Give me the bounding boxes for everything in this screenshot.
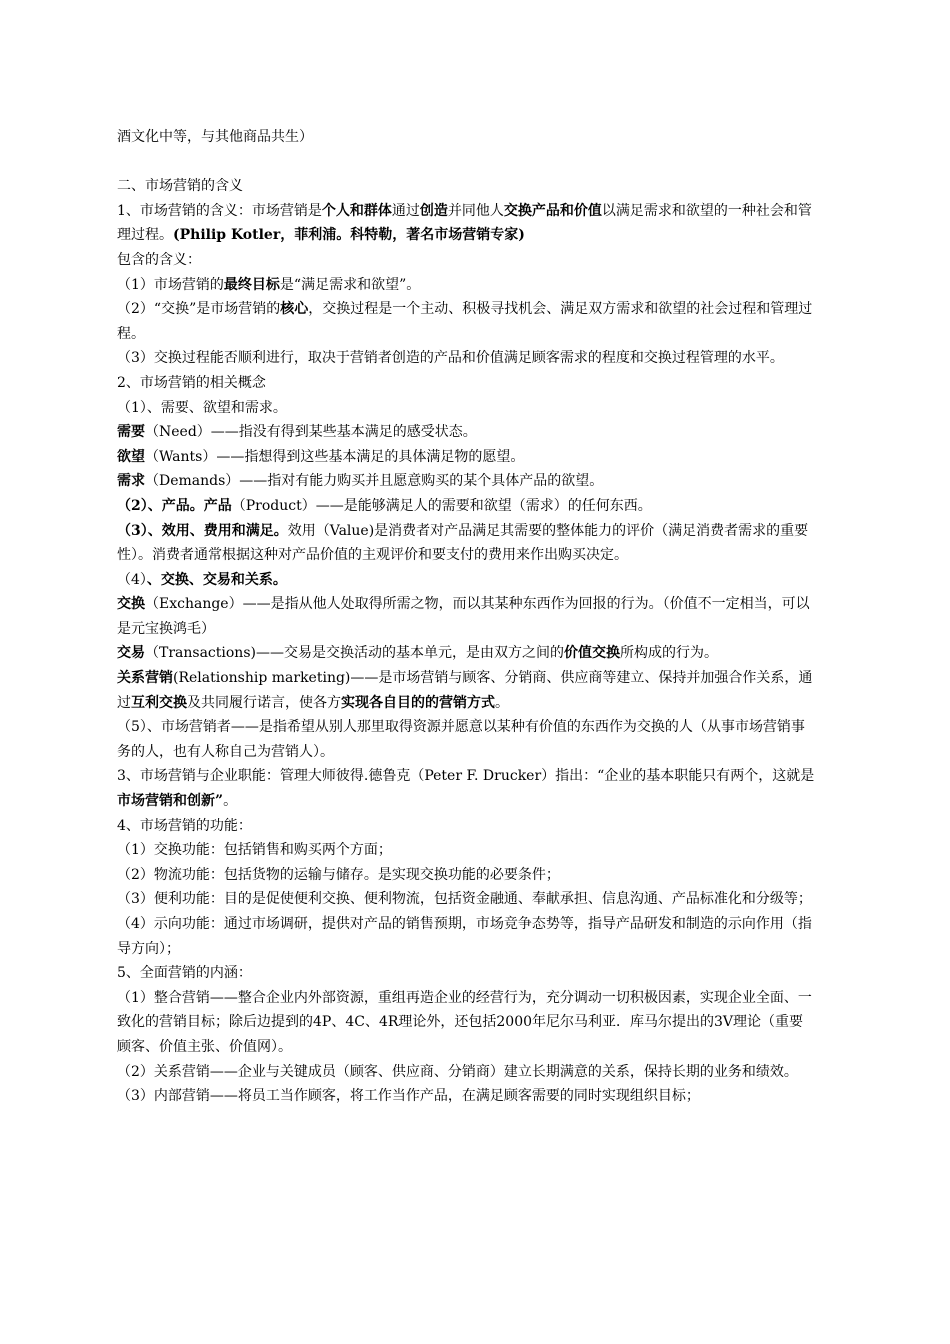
bold-text: 创造 bbox=[419, 202, 448, 219]
text: 4、市场营销的功能： bbox=[117, 817, 252, 834]
paragraph bbox=[117, 986, 817, 1060]
paragraph bbox=[117, 469, 817, 494]
bold-text: 需求 bbox=[117, 473, 145, 490]
bold-text: 、交换、交易和关系。 bbox=[146, 571, 287, 588]
paragraph bbox=[117, 838, 817, 863]
paragraph bbox=[117, 396, 817, 421]
text: （Need）——指没有得到某些基本满足的感受状态。 bbox=[145, 424, 477, 441]
text: （3）交换过程能否顺利进行，取决于营销者创造的产品和价值满足顾客需求的程度和交换过程管理的水平。 bbox=[117, 350, 784, 367]
paragraph bbox=[117, 666, 817, 715]
text: （2）物流功能：包括货物的运输与储存。是实现交换功能的必要条件； bbox=[117, 866, 560, 883]
text: 包含的含义： bbox=[117, 251, 201, 268]
bold-text: 个人和群体 bbox=[321, 202, 392, 219]
bold-text: 实现各自目的的营销方式 bbox=[341, 694, 495, 711]
text: 3、市场营销与企业职能：管理大师彼得.德鲁克（Peter F. Drucker）指出：“企业的基本职能只有两个，这就是 bbox=[117, 768, 815, 785]
text: 。 bbox=[495, 694, 509, 711]
paragraph bbox=[117, 445, 817, 470]
paragraph bbox=[117, 568, 817, 593]
paragraph bbox=[117, 125, 817, 150]
bold-text: 最终目标 bbox=[223, 276, 280, 293]
text: (Relationship marketing)——是市场营销与顾客、分销商、供应商等建立、保持并加强合作关系，通过 bbox=[117, 670, 813, 711]
bold-text: 市场营销和创新” bbox=[117, 793, 224, 810]
paragraph bbox=[117, 248, 817, 273]
paragraph bbox=[117, 912, 817, 961]
text: （1）整合营销——整合企业内外部资源，重组再造企业的经营行为，充分调动一切积极因素，实现企业全面、一致化的营销目标；除后边提到的4P、4C、4R理论外，还包括2000年尼尔马利亚．库马尔提出的3V理论（重要顾客、价值主张、价值网）。 bbox=[117, 989, 812, 1055]
paragraph bbox=[117, 764, 817, 813]
paragraph bbox=[117, 420, 817, 445]
bold-text: (Philip Kotler，菲利浦。科特勒，著名市场营销专家) bbox=[173, 227, 525, 244]
text: 所构成的行为。 bbox=[619, 645, 718, 662]
text: （Wants）——指想得到这些基本满足的具体满足物的愿望。 bbox=[145, 448, 525, 465]
blank-line bbox=[117, 150, 817, 175]
text: 酒文化中等，与其他商品共生） bbox=[117, 129, 313, 145]
paragraph bbox=[117, 1084, 817, 1109]
document-body bbox=[117, 125, 817, 1109]
bold-text: 关系营销 bbox=[117, 670, 173, 687]
paragraph bbox=[117, 1060, 817, 1085]
text: ，交换过程是一个主动、积极寻找机会、满足双方需求和欲望的社会过程和管理过程。 bbox=[117, 301, 813, 342]
paragraph bbox=[117, 494, 817, 519]
bold-text: 互利交换 bbox=[131, 694, 187, 711]
text: 二、市场营销的含义 bbox=[117, 178, 243, 195]
bold-text: （3）、效用、费用和满足。 bbox=[117, 522, 288, 539]
paragraph bbox=[117, 371, 817, 396]
paragraph bbox=[117, 863, 817, 888]
bold-text: 价值交换 bbox=[563, 645, 620, 662]
paragraph bbox=[117, 592, 817, 641]
paragraph bbox=[117, 174, 817, 199]
text: （5）、市场营销者——是指希望从别人那里取得资源并愿意以某种有价值的东西作为交换的人（从事市场营销事务的人，也有人称自己为营销人）。 bbox=[117, 719, 805, 760]
text: （4） bbox=[117, 571, 147, 588]
text: （1）、需要、欲望和需求。 bbox=[117, 399, 287, 416]
paragraph bbox=[117, 273, 817, 298]
paragraph bbox=[117, 297, 817, 346]
paragraph bbox=[117, 199, 817, 248]
text: 及共同履行诺言，使各方 bbox=[187, 694, 341, 711]
bold-text: 交换 bbox=[117, 596, 145, 613]
paragraph bbox=[117, 519, 817, 568]
text: （3）便利功能：目的是促使便利交换、便利物流，包括资金融通、奉献承担、信息沟通、产品标准化和分级等； bbox=[117, 891, 812, 908]
text: （Exchange）——是指从他人处取得所需之物，而以其某种东西作为回报的行为。（价值不一定相当，可以是元宝换鸿毛） bbox=[117, 596, 810, 637]
text: （1）市场营销的 bbox=[117, 276, 224, 293]
bold-text: 交换产品和价值 bbox=[503, 202, 602, 219]
text: 并同他人 bbox=[447, 202, 504, 219]
bold-text: 交易 bbox=[117, 645, 145, 662]
text: （2）“交换”是市场营销的 bbox=[117, 301, 281, 318]
text: 以满足需求和欲望的一种社会和管理过程。 bbox=[117, 202, 812, 244]
bold-text: 核心 bbox=[280, 301, 309, 318]
bold-text: （2）、产品。产品 bbox=[117, 497, 232, 514]
text: （Transactions)——交易是交换活动的基本单元，是由双方之间的 bbox=[145, 645, 564, 662]
text: 效用（Value)是消费者对产品满足其需要的整体能力的评价（满足消费者需求的重要性）。消费者通常根据这种对产品价值的主观评价和要支付的费用来作出购买决定。 bbox=[117, 522, 809, 564]
text: （Product）——是能够满足人的需要和欲望（需求）的任何东西。 bbox=[231, 497, 652, 514]
bold-text: 欲望 bbox=[117, 448, 145, 465]
text: 5、全面营销的内涵： bbox=[117, 965, 252, 982]
text: （Demands）——指对有能力购买并且愿意购买的某个具体产品的欲望。 bbox=[145, 473, 604, 490]
paragraph bbox=[117, 346, 817, 371]
paragraph bbox=[117, 961, 817, 986]
paragraph bbox=[117, 641, 817, 666]
text: 1、市场营销的含义：市场营销是 bbox=[117, 202, 322, 219]
text: 通过 bbox=[391, 202, 420, 219]
text: （2）关系营销——企业与关键成员（顾客、供应商、分销商）建立长期满意的关系，保持长期的业务和绩效。 bbox=[117, 1063, 798, 1080]
text: （4）示向功能：通过市场调研，提供对产品的销售预期，市场竞争态势等，指导产品研发和制造的示向作用（指导方向）； bbox=[117, 916, 812, 957]
text: 2、市场营销的相关概念 bbox=[117, 374, 266, 391]
text: （1）交换功能：包括销售和购买两个方面； bbox=[117, 842, 392, 859]
bold-text: 需要 bbox=[117, 424, 145, 441]
text: 。 bbox=[223, 793, 238, 810]
paragraph bbox=[117, 715, 817, 764]
text: （3）内部营销——将员工当作顾客，将工作当作产品，在满足顾客需要的同时实现组织目标； bbox=[117, 1088, 700, 1105]
paragraph bbox=[117, 887, 817, 912]
paragraph bbox=[117, 814, 817, 839]
text: 是“满足需求和欲望”。 bbox=[279, 276, 421, 293]
